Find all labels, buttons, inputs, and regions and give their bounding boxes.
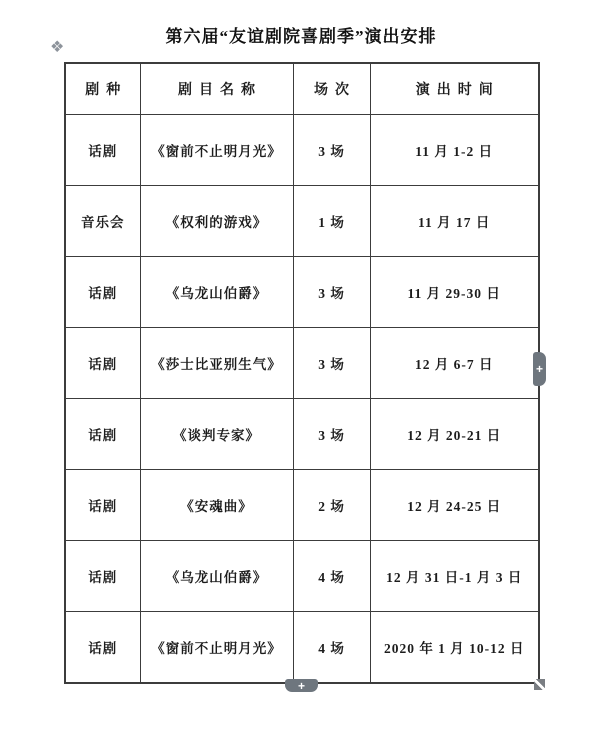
table-body <box>65 115 539 684</box>
cell-program-name: 《安魂曲》 <box>140 470 293 541</box>
header-cell-genre: 剧种 <box>65 63 140 115</box>
cell-performance-time: 12 月 31 日-1 月 3 日 <box>370 541 539 612</box>
table-row <box>65 186 539 257</box>
cell-genre: 话剧 <box>65 541 140 612</box>
cell-program-name: 《乌龙山伯爵》 <box>140 257 293 328</box>
table-row <box>65 541 539 612</box>
cell-show-count: 3 场 <box>293 257 370 328</box>
cell-genre: 话剧 <box>65 257 140 328</box>
table-row <box>65 612 539 684</box>
table-row <box>65 115 539 186</box>
cell-genre: 话剧 <box>65 328 140 399</box>
cell-performance-time: 12 月 20-21 日 <box>370 399 539 470</box>
table-row <box>65 257 539 328</box>
cell-genre: 话剧 <box>65 115 140 186</box>
cell-program-name: 《窗前不止明月光》 <box>140 612 293 684</box>
plus-icon: + <box>297 678 305 693</box>
cell-performance-time: 12 月 6-7 日 <box>370 328 539 399</box>
table-row <box>65 399 539 470</box>
cell-show-count: 4 场 <box>293 612 370 684</box>
cell-genre: 话剧 <box>65 470 140 541</box>
cell-performance-time: 11 月 29-30 日 <box>370 257 539 328</box>
cell-performance-time: 2020 年 1 月 10-12 日 <box>370 612 539 684</box>
plus-icon: + <box>535 362 543 376</box>
cell-show-count: 3 场 <box>293 399 370 470</box>
cell-performance-time: 11 月 17 日 <box>370 186 539 257</box>
cell-performance-time: 12 月 24-25 日 <box>370 470 539 541</box>
document-title: 第六届“友谊剧院喜剧季”演出安排 <box>165 27 437 46</box>
header-cell-show-count: 场次 <box>293 63 370 115</box>
cell-show-count: 4 场 <box>293 541 370 612</box>
table-header-row <box>65 63 539 115</box>
insert-column-button[interactable] <box>533 352 546 386</box>
cell-program-name: 《谈判专家》 <box>140 399 293 470</box>
table-row <box>65 470 539 541</box>
cell-show-count: 3 场 <box>293 328 370 399</box>
cell-program-name: 《乌龙山伯爵》 <box>140 541 293 612</box>
cell-show-count: 1 场 <box>293 186 370 257</box>
header-cell-program-name: 剧目名称 <box>140 63 293 115</box>
table-row <box>65 328 539 399</box>
performance-schedule-table <box>64 62 540 684</box>
cell-show-count: 3 场 <box>293 115 370 186</box>
cell-genre: 话剧 <box>65 399 140 470</box>
cell-program-name: 《莎士比亚别生气》 <box>140 328 293 399</box>
table-move-handle-icon[interactable]: ❖ <box>50 39 65 56</box>
table-resize-handle-icon[interactable] <box>534 679 545 690</box>
header-cell-performance-time: 演出时间 <box>370 63 539 115</box>
cell-program-name: 《窗前不止明月光》 <box>140 115 293 186</box>
cell-show-count: 2 场 <box>293 470 370 541</box>
insert-row-button[interactable] <box>285 679 318 692</box>
cell-genre: 音乐会 <box>65 186 140 257</box>
cell-genre: 话剧 <box>65 612 140 684</box>
cell-program-name: 《权利的游戏》 <box>140 186 293 257</box>
cell-performance-time: 11 月 1-2 日 <box>370 115 539 186</box>
